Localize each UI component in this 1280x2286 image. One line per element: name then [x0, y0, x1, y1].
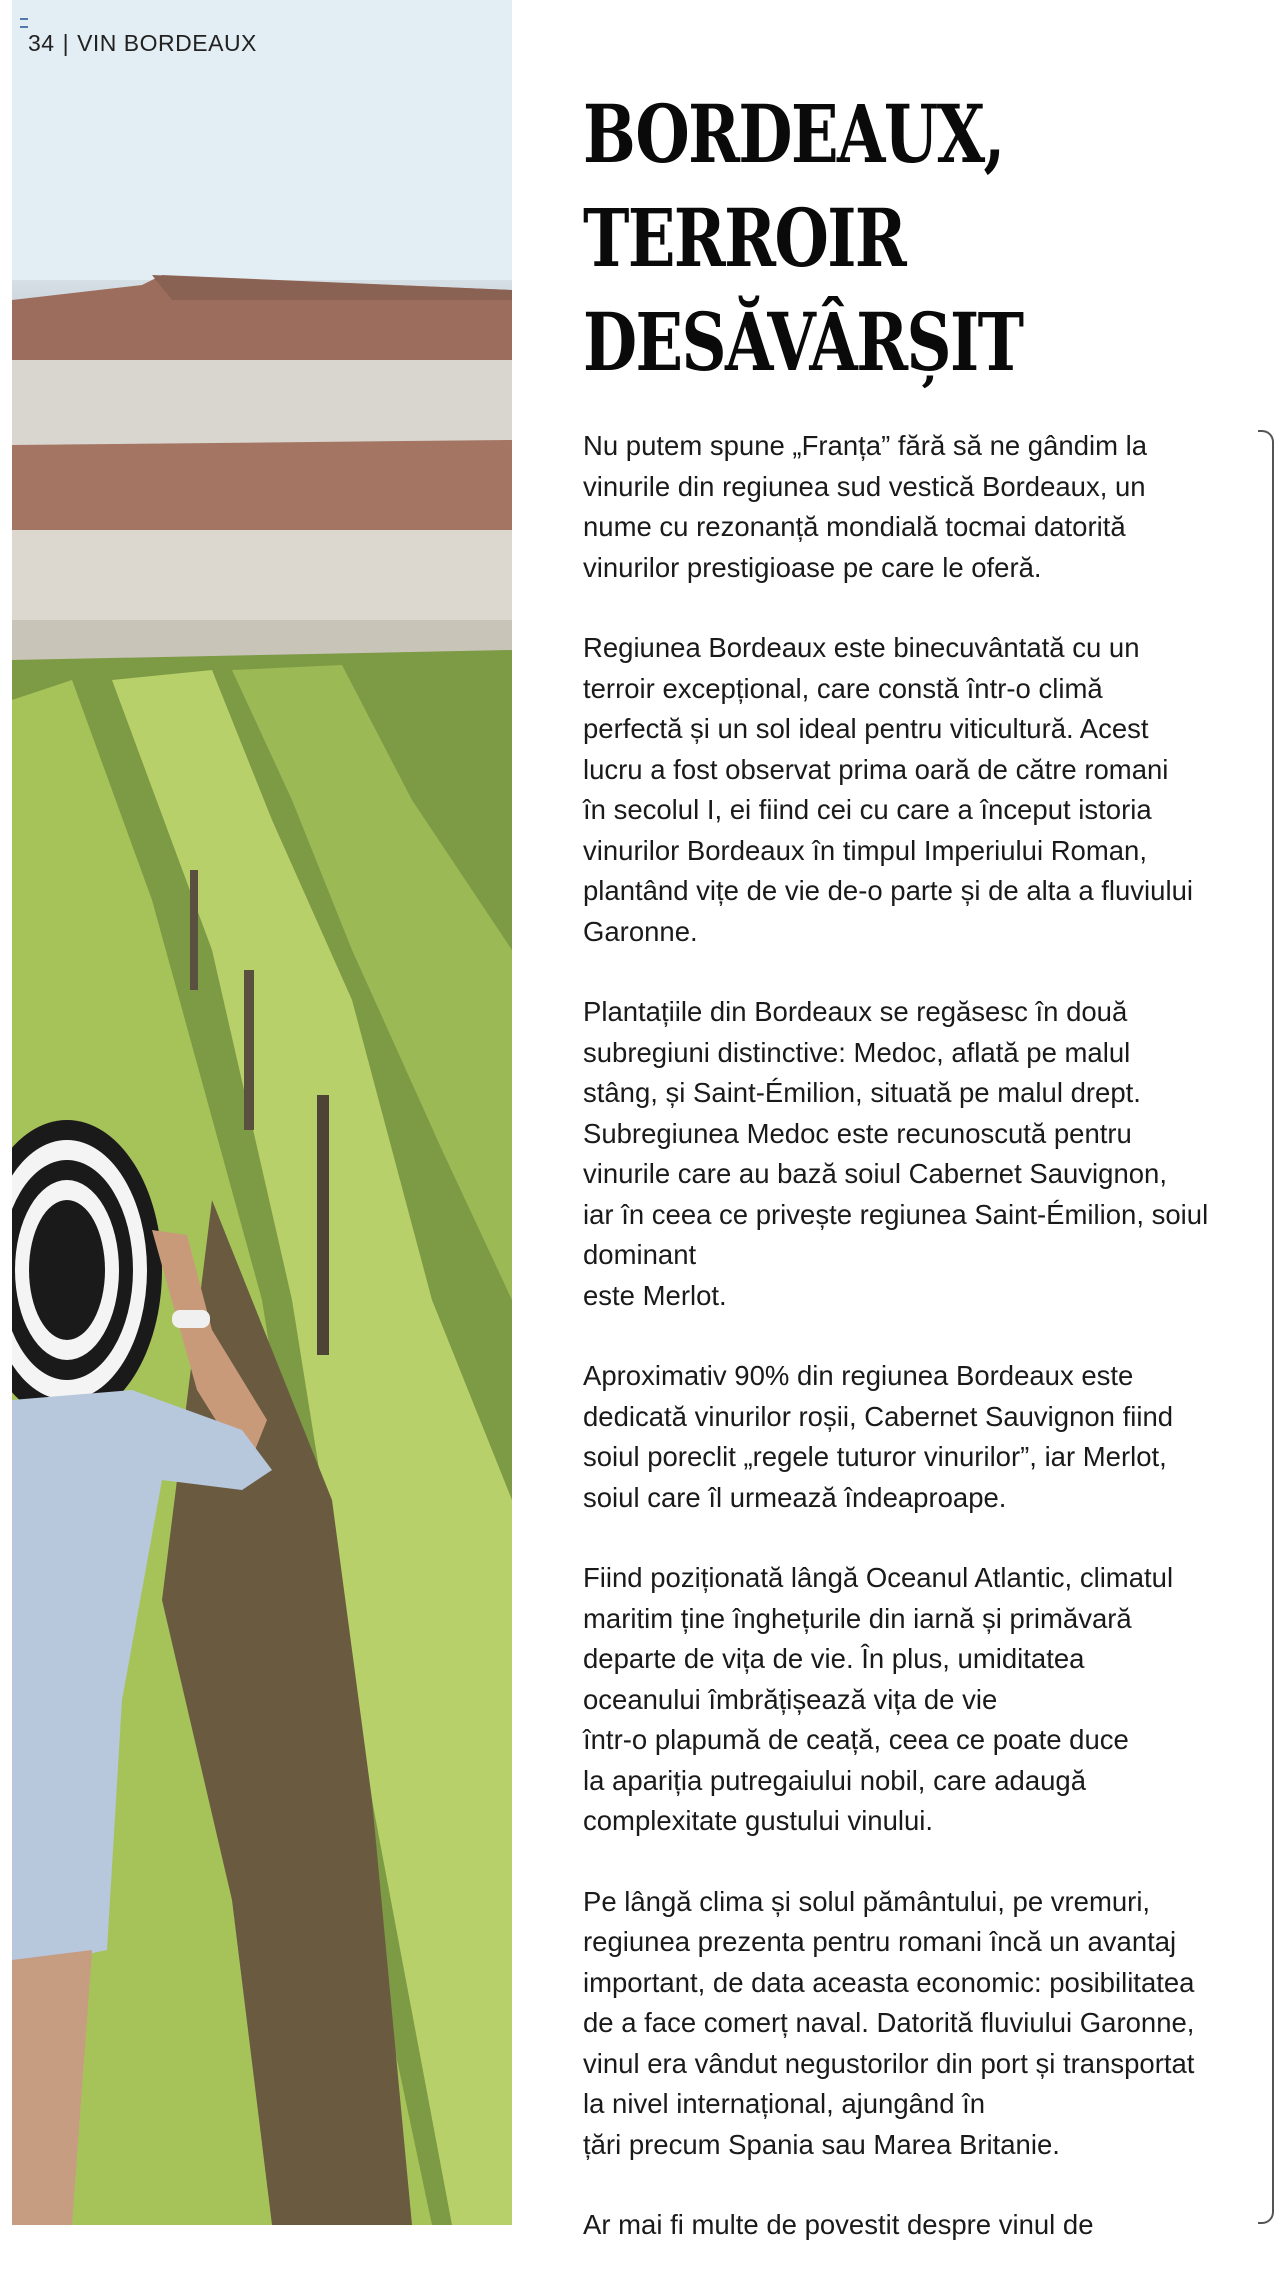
text-line: terroir excepțional, care constă într-o climă: [583, 672, 1103, 704]
text-line: complexitate gustului vinului.: [583, 1805, 934, 1836]
text-line: vinul era vândut negustorilor din port și transportat: [583, 2047, 1195, 2079]
text-line: perfectă și un sol ideal pentru viticultură. Acest: [583, 713, 1149, 744]
vineyard-illustration: [12, 0, 512, 2225]
text-line: important, de data aceasta economic: posibilitatea: [583, 1966, 1195, 1998]
paragraph-red-wines: [583, 1356, 1263, 1518]
text-line: vinurile din regiunea sud vestică Bordeaux, un: [583, 470, 1146, 502]
text-line: Fiind poziționată lângă Oceanul Atlantic, climatul: [583, 1562, 1174, 1593]
text-line: Aproximativ 90% din regiunea Bordeaux este: [583, 1360, 1134, 1391]
vineyard-photo: [12, 0, 512, 2225]
text-line: dominant: [583, 1239, 697, 1270]
text-line: într-o plapumă de ceață, ceea ce poate duce: [583, 1724, 1129, 1755]
text-line: soiul poreclit „regele tuturor vinurilor”, iar Merlot,: [583, 1441, 1167, 1472]
article-body: [583, 426, 1263, 2286]
text-line: iar în ceea ce privește regiunea Saint-Émilion, soiul: [583, 1198, 1209, 1230]
text-line: nume cu rezonanță mondială tocmai datorită: [583, 511, 1126, 542]
header-separator: |: [62, 30, 70, 56]
paragraph-terroir: [583, 628, 1263, 952]
page-number: 34: [28, 30, 55, 56]
paragraph-subregions: [583, 992, 1263, 1316]
text-line: departe de vița de vie. În plus, umiditatea: [583, 1643, 1085, 1674]
text-line: Pe lângă clima și solul pământului, pe vremuri,: [583, 1885, 1151, 1917]
text-line: soiul care îl urmează îndeaproape.: [583, 1481, 1007, 1513]
text-line: oceanului îmbrățișează vița de vie: [583, 1683, 998, 1715]
text-line: în secolul I, ei fiind cei cu care a început istoria: [583, 794, 1152, 825]
text-line: este Merlot.: [583, 1279, 727, 1311]
text-line: subregiuni distinctive: Medoc, aflată pe malul: [583, 1036, 1131, 1068]
page-mark: [20, 18, 28, 28]
text-line: Subregiunea Medoc este recunoscută pentru: [583, 1117, 1132, 1149]
text-line: Plantațiile din Bordeaux se regăsesc în două: [583, 996, 1128, 1027]
title-line: BORDEAUX,: [583, 87, 1004, 181]
title-line: TERROIR: [583, 191, 906, 285]
text-line: Ar mai fi multe de povestit despre vinul de: [583, 2209, 1094, 2240]
text-line: de a face comerț naval. Datorită fluviului Garonne,: [583, 2007, 1195, 2038]
section-title: VIN BORDEAUX: [77, 30, 257, 56]
text-line: la apariția putregaiului nobil, care adaugă: [583, 1764, 1086, 1796]
text-line: la nivel internațional, ajungând în: [583, 2088, 986, 2119]
text-line: maritim ține înghețurile din iarnă și primăvară: [583, 1602, 1132, 1634]
paragraph-continued: [583, 2205, 1263, 2246]
text-line: dedicată vinurilor roșii, Cabernet Sauvignon fiind: [583, 1400, 1174, 1432]
text-line: Nu putem spune „Franța” fără să ne gândim la: [583, 430, 1148, 461]
text-line: vinurilor prestigioase pe care le oferă.: [583, 551, 1042, 583]
paragraph-climate: [583, 1558, 1263, 1842]
paragraph-intro: [583, 426, 1263, 588]
text-line: regiunea prezenta pentru romani încă un avantaj: [583, 1926, 1177, 1957]
text-line: plantând vițe de vie de-o parte și de alta a fluviului: [583, 875, 1193, 906]
text-line: vinurilor Bordeaux în timpul Imperiului Roman,: [583, 834, 1147, 866]
text-line: Regiunea Bordeaux este binecuvântată cu un: [583, 632, 1140, 663]
title-line: DESĂVÂRȘIT: [583, 295, 1023, 389]
text-line: lucru a fost observat prima oară de către romani: [583, 753, 1169, 785]
article-title: [583, 82, 1082, 394]
text-line: vinurile care au bază soiul Cabernet Sauvignon,: [583, 1158, 1167, 1189]
text-line: Garonne.: [583, 915, 698, 947]
text-line: țări precum Spania sau Marea Britanie.: [583, 2128, 1060, 2160]
running-header: [28, 30, 257, 57]
paragraph-trade: [583, 1882, 1263, 2166]
text-line: stâng, și Saint-Émilion, situată pe malul drept.: [583, 1077, 1141, 1108]
